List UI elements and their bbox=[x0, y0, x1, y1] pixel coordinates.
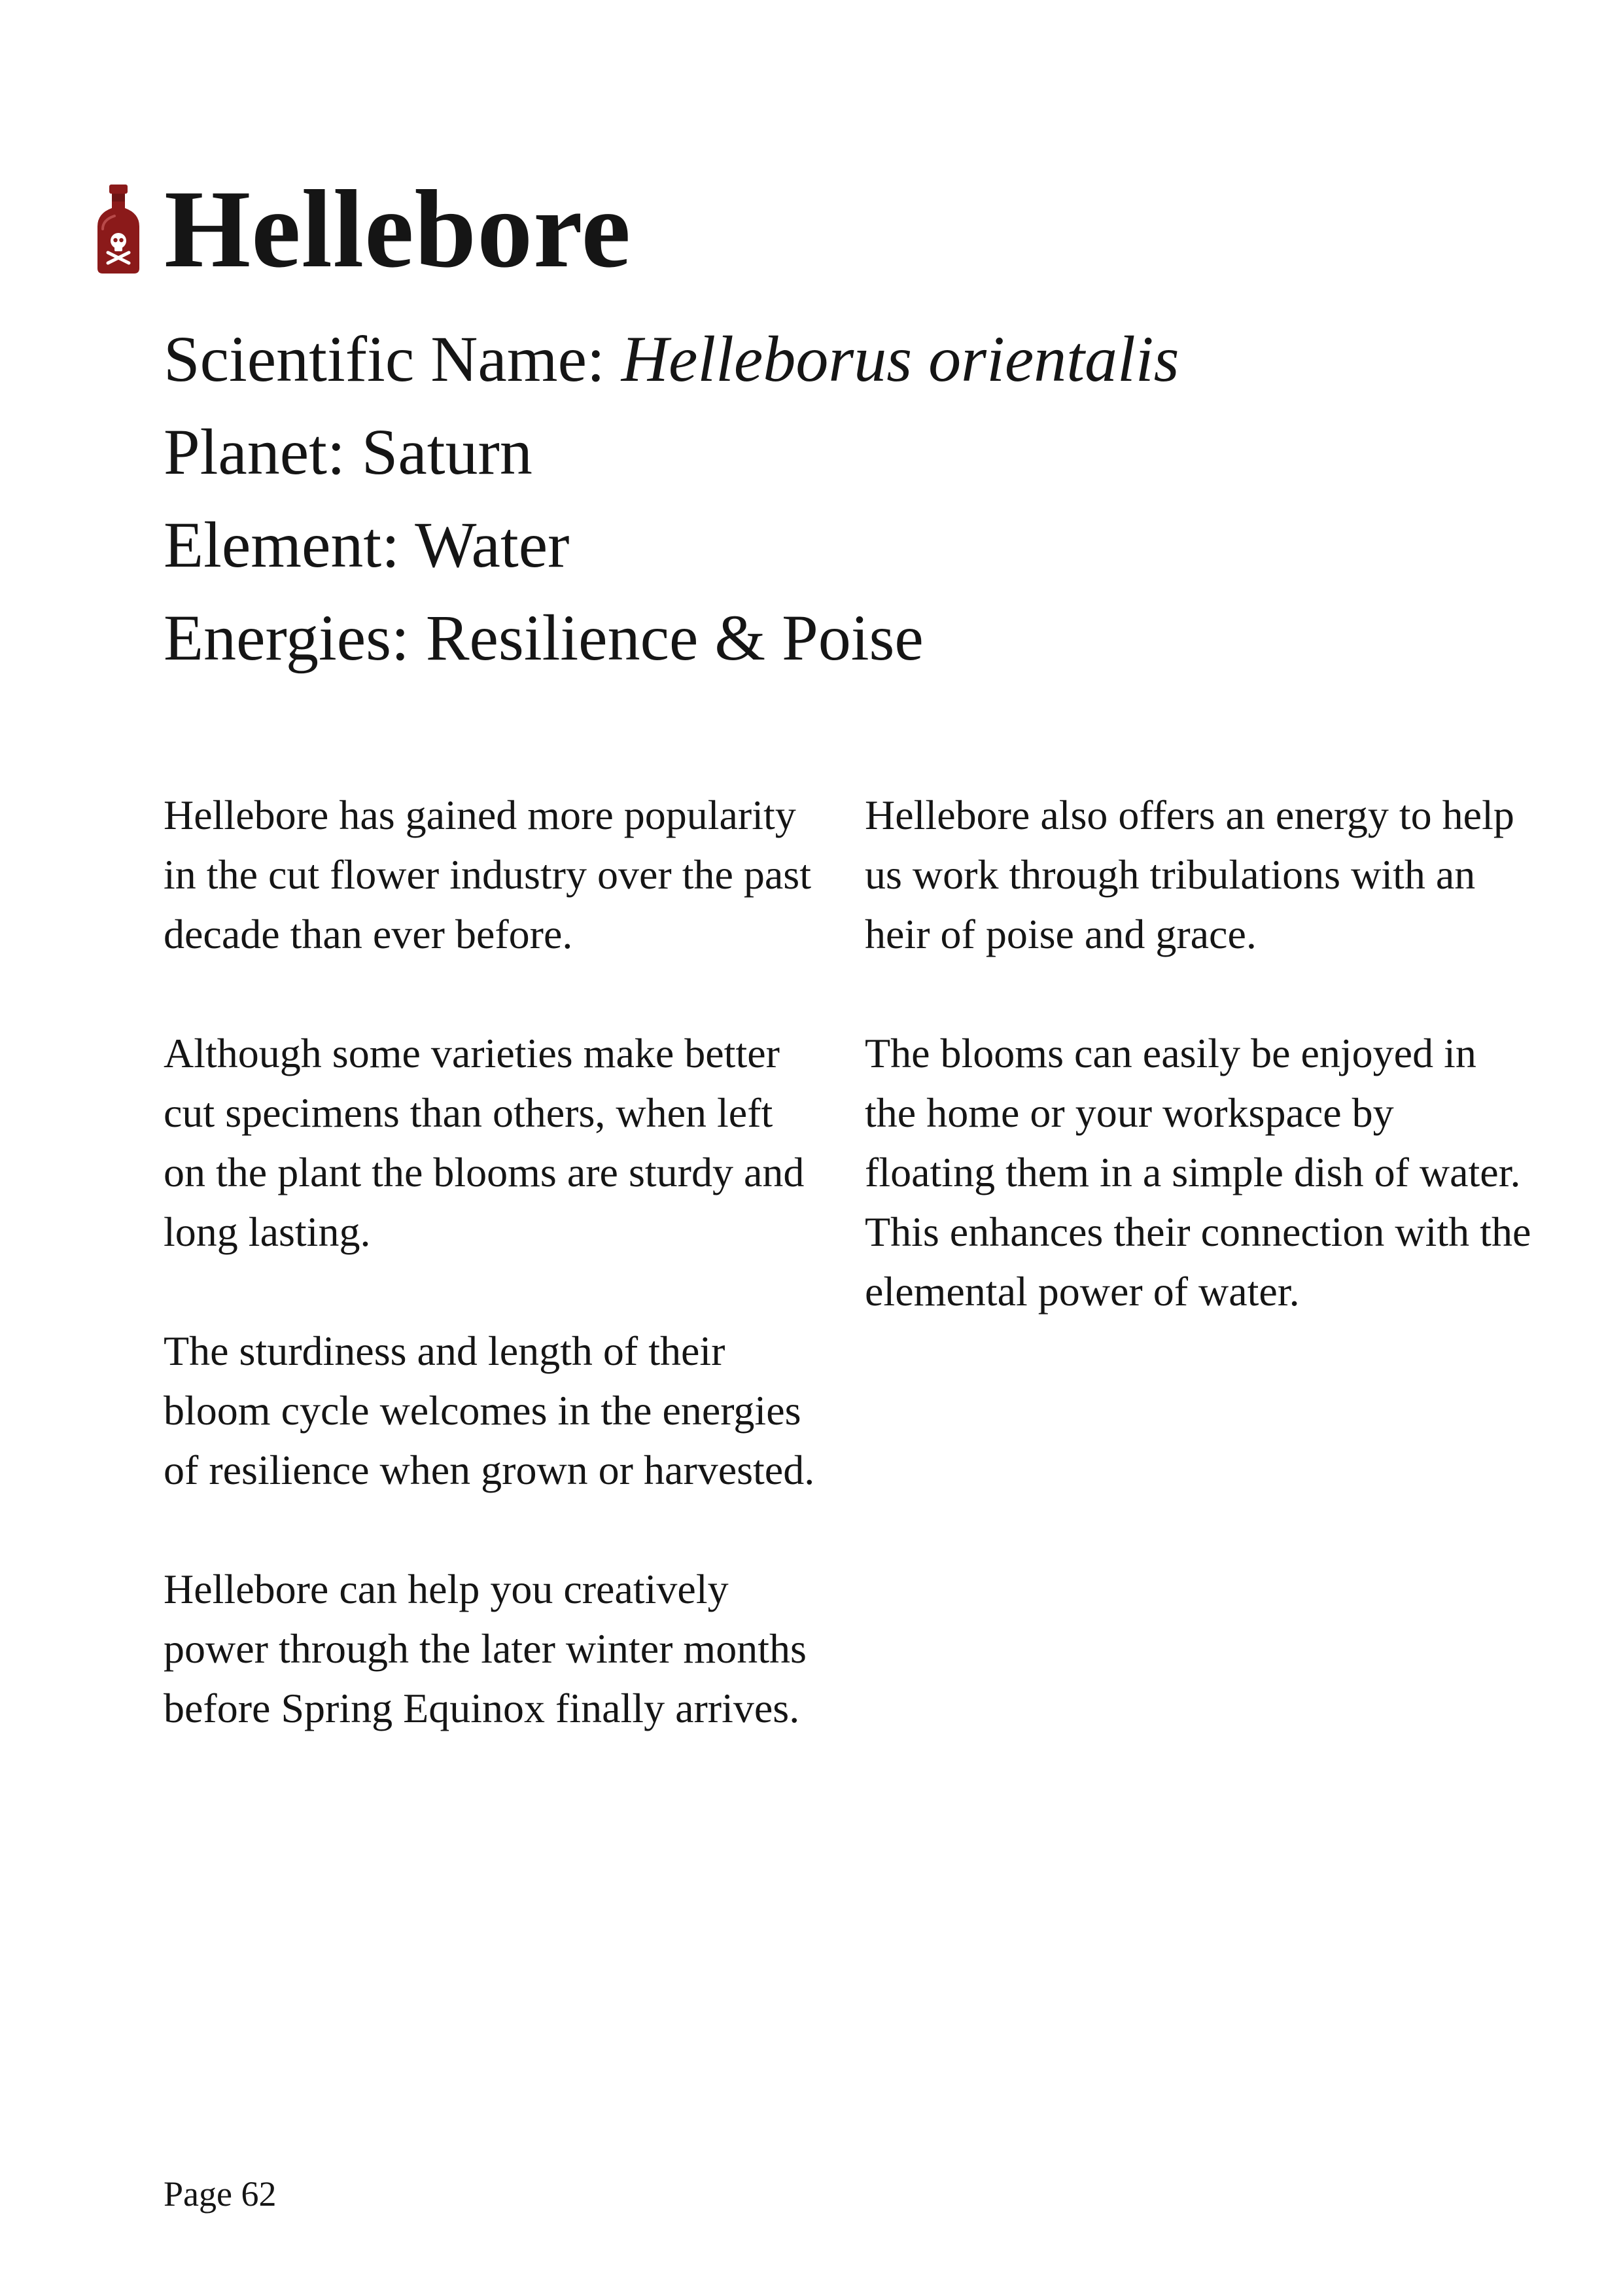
page-title: Hellebore bbox=[164, 168, 631, 291]
page-header bbox=[95, 164, 1534, 294]
scientific-name-line bbox=[164, 313, 1537, 406]
plant-metadata bbox=[164, 313, 1537, 684]
right-column bbox=[865, 785, 1532, 1381]
energies-line: Energies: Resilience & Poise bbox=[164, 601, 924, 674]
poison-bottle-icon bbox=[95, 183, 142, 275]
page-number: Page 62 bbox=[164, 2174, 277, 2214]
left-column bbox=[164, 785, 818, 1797]
title-row bbox=[95, 164, 1534, 294]
paragraph: Although some varieties make better cut specimens than others, when left on the plant the blooms are sturdy and long lasting. bbox=[164, 1030, 805, 1255]
planet-line: Planet: Saturn bbox=[164, 415, 532, 488]
scientific-name-label: Scientific Name: bbox=[164, 323, 621, 395]
paragraph: The sturdiness and length of their bloom cycle welcomes in the energies of resilience when grown or harvested. bbox=[164, 1328, 815, 1493]
element-line: Element: Water bbox=[164, 508, 570, 581]
scientific-name-value: Helleborus orientalis bbox=[621, 323, 1179, 395]
paragraph: The blooms can easily be enjoyed in the home or your workspace by floating them in a simple dish of water. This enhances their connection with the elemental power of water. bbox=[865, 1030, 1531, 1315]
paragraph: Hellebore can help you creatively power through the later winter months before Spring Equinox finally arrives. bbox=[164, 1566, 807, 1731]
paragraph: Hellebore has gained more popularity in the cut flower industry over the past decade than ever before. bbox=[164, 792, 811, 957]
paragraph: Hellebore also offers an energy to help us work through tribulations with an heir of poise and grace. bbox=[865, 792, 1514, 957]
